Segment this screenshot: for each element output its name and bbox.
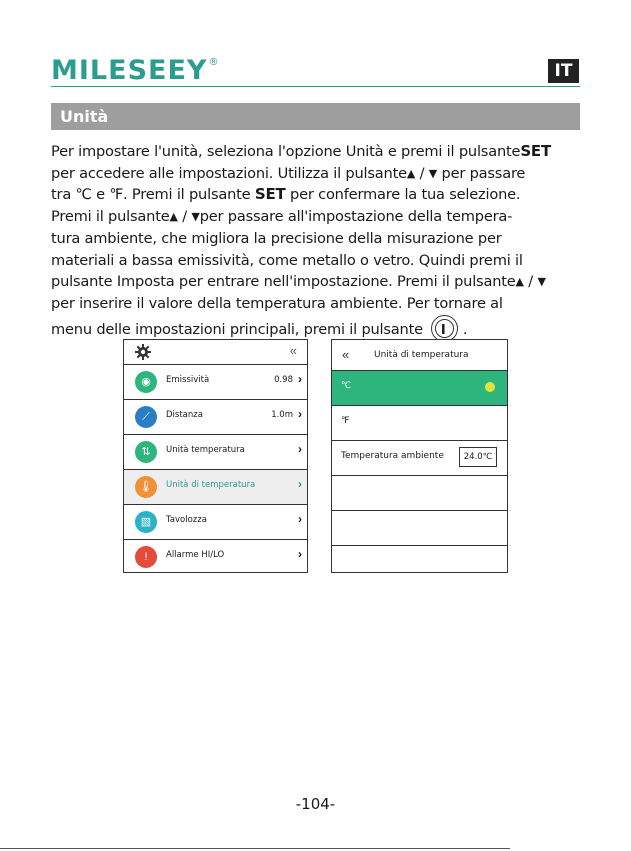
ambient-temperature-row[interactable] xyxy=(332,441,507,476)
chevron-right-icon: › xyxy=(298,407,302,421)
header-rule xyxy=(51,86,580,87)
section-title: Unità xyxy=(60,107,109,126)
chevron-right-icon: › xyxy=(298,442,302,456)
menu-item-label: Tavolozza xyxy=(166,515,207,525)
option-label: ℃ xyxy=(341,381,352,391)
menu-item-label: Unità di temperatura xyxy=(166,480,256,490)
text-line: menu delle impostazioni principali, premi il pulsante xyxy=(51,320,423,338)
temperature-unit-icon: ⇅ xyxy=(135,441,157,463)
text-line: tura ambiente, che migliora la precisione della misurazione per xyxy=(51,229,502,247)
up-arrow-icon: ▲ xyxy=(169,210,178,224)
brand-name: MILESEEY xyxy=(51,55,208,86)
screen-title: Unità di temperatura xyxy=(374,350,469,360)
down-arrow-icon: ▼ xyxy=(191,210,200,224)
settings-menu-screen xyxy=(123,339,308,573)
text-line: . xyxy=(462,320,468,338)
menu-item-temperature-unit[interactable] xyxy=(124,435,307,470)
set-key: SET xyxy=(520,142,551,160)
menu-item-alarm[interactable] xyxy=(124,540,307,574)
thermometer-icon: 🌡 xyxy=(135,476,157,498)
chevron-right-icon: › xyxy=(298,477,302,491)
slash: / xyxy=(528,273,533,291)
back-icon[interactable]: « xyxy=(289,343,297,358)
unit-screen-header xyxy=(332,340,507,371)
settings-header xyxy=(124,340,307,365)
slash: / xyxy=(182,208,187,226)
brand-logo xyxy=(51,55,219,86)
slash: / xyxy=(419,164,425,182)
text-line: per confermare la tua selezione. xyxy=(290,186,521,204)
menu-item-ambient-temperature[interactable] xyxy=(124,470,307,505)
language-badge: IT xyxy=(548,59,579,83)
text-line: tra ℃ e ℉. Premi il pulsante xyxy=(51,186,251,204)
text-line: Per impostare l'unità, seleziona l'opzione Unità e premi il pulsante xyxy=(51,143,521,160)
power-button-icon xyxy=(431,315,458,342)
menu-item-palette[interactable] xyxy=(124,505,307,540)
chevron-right-icon: › xyxy=(298,547,302,561)
selected-indicator xyxy=(485,382,495,392)
chevron-right-icon: › xyxy=(298,372,302,386)
palette-icon: ▧ xyxy=(135,511,157,533)
text-line: pulsante Imposta per entrare nell'impostazione. Premi il pulsante xyxy=(51,273,516,291)
option-fahrenheit[interactable] xyxy=(332,406,507,441)
text-line: per inserire il valore della temperatura ambiente. Per tornare al xyxy=(51,294,503,312)
gear-icon xyxy=(135,344,151,360)
down-arrow-icon: ▼ xyxy=(428,166,438,180)
registered-mark: ® xyxy=(208,57,220,68)
emissivity-icon: ◉ xyxy=(135,371,157,393)
menu-item-distance[interactable] xyxy=(124,400,307,435)
text-line: Premi il pulsante xyxy=(51,208,170,226)
ambient-value-field[interactable]: 24.0℃ xyxy=(459,447,497,467)
empty-row xyxy=(332,476,507,511)
footer-rule xyxy=(0,848,510,849)
menu-item-label: Distanza xyxy=(166,410,203,420)
menu-item-label: Allarme HI/LO xyxy=(166,550,225,560)
option-celsius[interactable] xyxy=(332,371,507,406)
menu-item-value: 1.0m xyxy=(271,410,293,420)
menu-item-emissivity[interactable] xyxy=(124,365,307,400)
text-line: per passare all'impostazione della tempera- xyxy=(199,208,513,226)
menu-item-value: 0.98 xyxy=(274,375,293,385)
option-label: ℉ xyxy=(341,416,350,426)
menu-item-label: Emissività xyxy=(166,375,210,385)
empty-row xyxy=(332,511,507,546)
instructions-paragraph xyxy=(51,141,596,342)
chevron-right-icon: › xyxy=(298,512,302,526)
distance-icon: ⟋ xyxy=(135,406,157,428)
up-arrow-icon: ▲ xyxy=(515,275,524,289)
menu-item-label: Unità temperatura xyxy=(166,445,245,455)
up-arrow-icon: ▲ xyxy=(406,166,416,180)
set-key: SET xyxy=(254,185,286,204)
section-bar xyxy=(51,103,580,130)
page-number: -104- xyxy=(295,795,336,813)
alarm-icon: ! xyxy=(135,546,157,568)
text-line: per accedere alle impostazioni. Utilizza il pulsante xyxy=(51,164,407,182)
ambient-label: Temperatura ambiente xyxy=(341,451,444,461)
back-icon[interactable]: « xyxy=(342,347,350,362)
down-arrow-icon: ▼ xyxy=(537,275,546,289)
text-line: materiali a bassa emissività, come metallo o vetro. Quindi premi il xyxy=(51,251,523,269)
text-line: per passare xyxy=(441,164,526,182)
temperature-unit-screen xyxy=(331,339,508,573)
